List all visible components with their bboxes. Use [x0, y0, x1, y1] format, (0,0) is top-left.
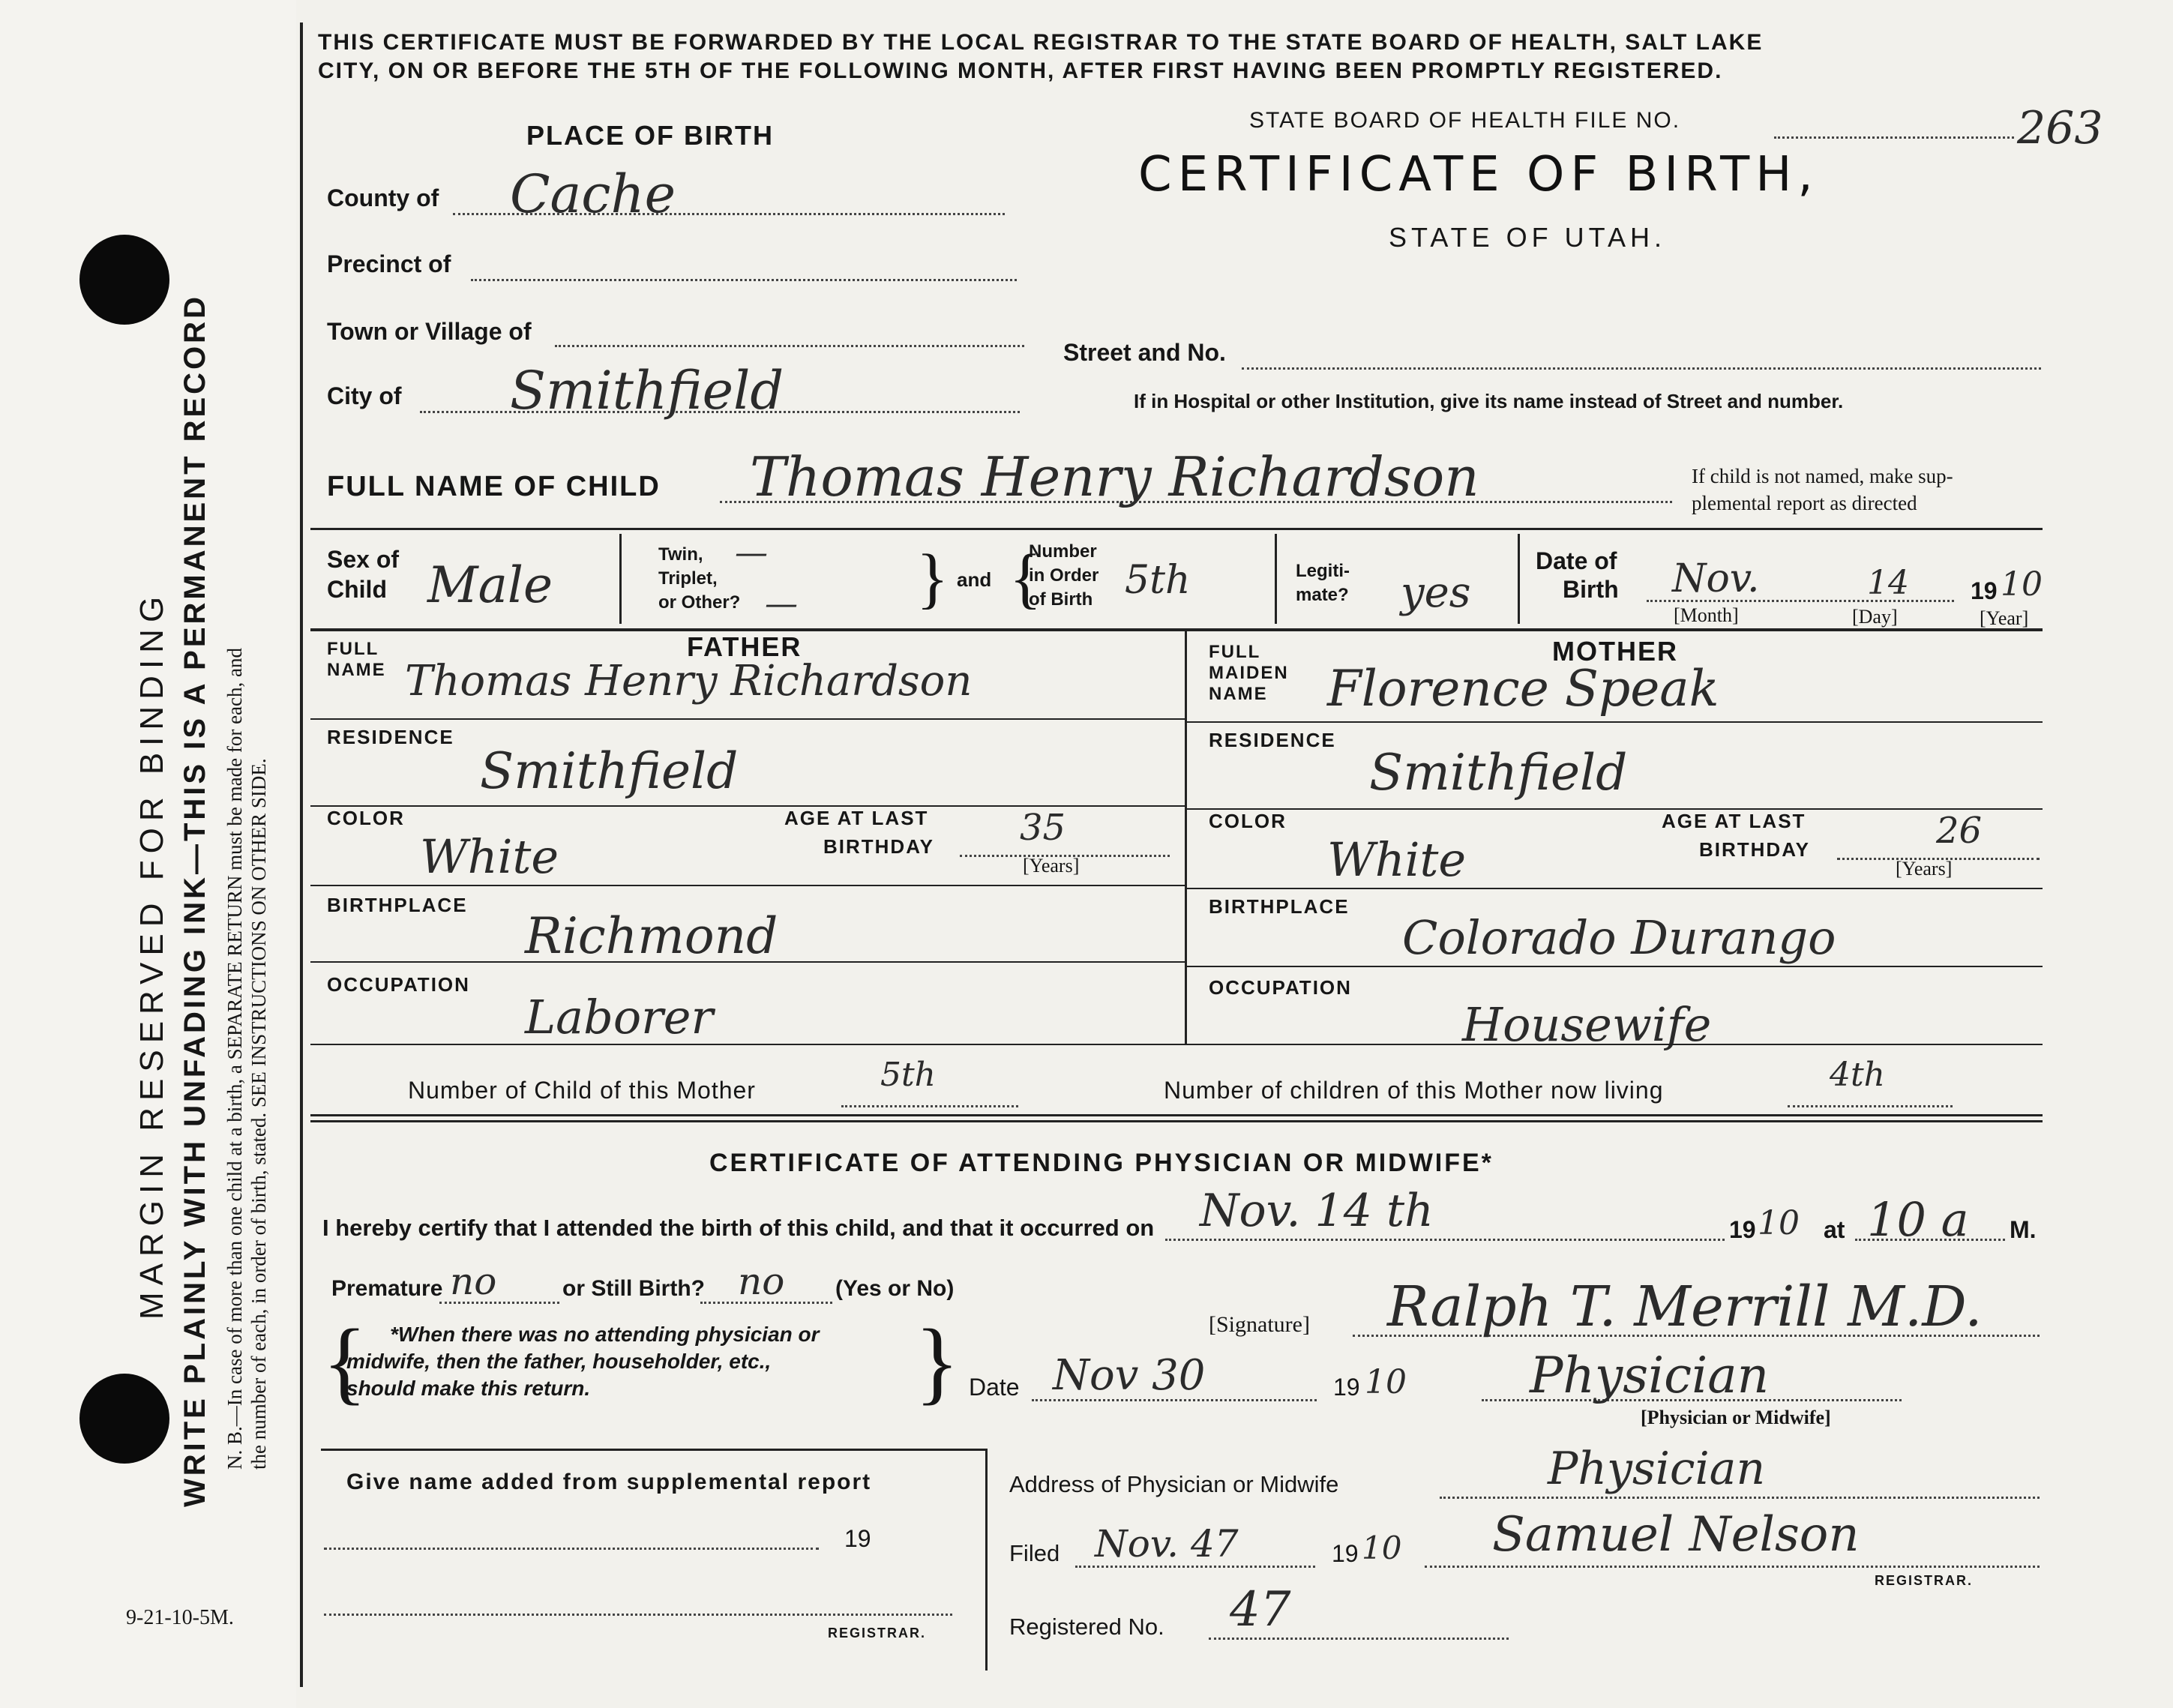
father-full-label-1: FULL [327, 639, 379, 659]
certify-text: I hereby certify that I attended the birth of this child, and that it occurred on [322, 1215, 1155, 1241]
hospital-note: If in Hospital or other Institution, give its name instead of Street and number. [1134, 390, 1844, 412]
legit-value[interactable]: yes [1401, 568, 1471, 617]
twin-label-3: or Other? [658, 592, 741, 613]
filed-line [1075, 1566, 1315, 1568]
county-label: County of [327, 184, 439, 211]
child-number[interactable]: 5th [880, 1056, 937, 1094]
binding-hole-top [79, 235, 169, 325]
physician-title-value[interactable]: Physician [1530, 1347, 1770, 1404]
margin-ink-note: WRITE PLAINLY WITH UNFADING INK—THIS IS A PERMANENT RECORD [178, 294, 211, 1507]
living-label: Number of children of this Mother now living [1164, 1077, 1664, 1104]
registered-label: Registered No. [1009, 1614, 1164, 1640]
living[interactable]: 4th [1830, 1056, 1886, 1094]
mother-name-rule [1185, 721, 2043, 723]
footnote-line-2: midwife, then the father, householder, etc., [346, 1350, 772, 1373]
mother-age-label-2: BIRTHDAY [1699, 838, 1810, 861]
father-years-caption: [Years] [1023, 855, 1080, 876]
filed-year-suffix[interactable]: 10 [1362, 1530, 1402, 1566]
signature-label: [Signature] [1209, 1312, 1310, 1337]
yes-no-label: (Yes or No) [835, 1276, 955, 1301]
mother-color-label: COLOR [1209, 810, 1287, 832]
parents-top-rule [310, 628, 2043, 631]
precinct-label: Precinct of [327, 250, 451, 277]
address-line [1440, 1497, 2040, 1499]
margin-binding-note: MARGIN RESERVED FOR BINDING [133, 589, 170, 1320]
parents-bottom-rule [310, 1044, 2043, 1045]
street-label: Street and No. [1063, 339, 1226, 366]
child-name-value[interactable]: Thomas Henry Richardson [750, 445, 1479, 508]
father-age[interactable]: 35 [1020, 807, 1066, 849]
mother-full-label-2: MAIDEN [1209, 663, 1289, 683]
occurred-year-suffix[interactable]: 10 [1758, 1204, 1800, 1242]
child-row-top-rule [310, 528, 2043, 530]
city-value[interactable]: Smithfield [510, 360, 784, 421]
address-label: Address of Physician or Midwife [1009, 1471, 1339, 1497]
filed-year-prefix: 19 [1332, 1540, 1359, 1567]
occurred-date[interactable]: Nov. 14 th [1200, 1185, 1434, 1237]
mother-occupation-label: OCCUPATION [1209, 976, 1352, 999]
file-no-value: 263 [2017, 102, 2103, 154]
mother-residence-rule [1185, 808, 2043, 810]
mother-color[interactable]: White [1327, 832, 1467, 887]
twin-label-2: Triplet, [658, 568, 718, 589]
margin-nb-line2: the number of each, in order of birth, stated. SEE INSTRUCTIONS ON OTHER SIDE. [247, 758, 270, 1470]
footnote-brace-left: { [322, 1311, 367, 1413]
mother-age-label-1: AGE AT LAST [1662, 810, 1806, 832]
registered-no[interactable]: 47 [1230, 1582, 1291, 1638]
supplemental-registrar-line[interactable] [324, 1614, 952, 1616]
premature-label: Premature [331, 1276, 443, 1301]
m-label: M. [2010, 1216, 2037, 1243]
filed-date[interactable]: Nov. 47 [1095, 1522, 1239, 1566]
sex-label-2: Child [327, 576, 387, 603]
day-caption: [Day] [1852, 606, 1898, 628]
father-name[interactable]: Thomas Henry Richardson [405, 657, 973, 706]
father-name-rule [310, 718, 1185, 720]
father-color-rule [310, 885, 1185, 886]
sex-label-1: Sex of [327, 546, 400, 573]
child-name-label: FULL NAME OF CHILD [327, 471, 661, 502]
child-number-label: Number of Child of this Mother [408, 1077, 756, 1104]
footnote-brace-right: } [915, 1311, 960, 1413]
child-name-note-1: If child is not named, make sup- [1692, 465, 1953, 487]
filed-label: Filed [1009, 1540, 1060, 1566]
father-occupation[interactable]: Laborer [525, 990, 714, 1044]
father-age-label-2: BIRTHDAY [823, 835, 934, 858]
place-heading: PLACE OF BIRTH [526, 120, 774, 151]
mother-age[interactable]: 26 [1936, 810, 1983, 852]
order-value[interactable]: 5th [1125, 558, 1191, 603]
supplemental-heading: Give name added from supplemental report [346, 1470, 872, 1494]
parents-center-divider [1185, 631, 1187, 1044]
still-birth-label: or Still Birth? [562, 1276, 705, 1301]
premature-value[interactable]: no [450, 1260, 497, 1303]
legit-divider [1518, 534, 1520, 624]
signature-value[interactable]: Ralph T. Merrill M.D. [1387, 1275, 1983, 1339]
father-occupation-label: OCCUPATION [327, 973, 470, 996]
dob-month[interactable]: Nov. [1672, 556, 1760, 601]
form-left-border [300, 22, 303, 1687]
father-heading: FATHER [687, 631, 802, 662]
living-line [1788, 1105, 1953, 1107]
date-year-prefix: 19 [1333, 1374, 1360, 1401]
father-color-label: COLOR [327, 807, 405, 829]
mother-occupation[interactable]: Housewife [1462, 997, 1712, 1052]
dob-year-prefix: 19 [1971, 577, 1998, 604]
mother-residence-label: RESIDENCE [1209, 729, 1336, 751]
file-no-line [1774, 136, 2014, 139]
registered-line [1209, 1638, 1509, 1640]
dob-label-2: Birth [1563, 576, 1619, 603]
town-label: Town or Village of [327, 318, 532, 345]
occurred-date-line [1165, 1239, 1725, 1241]
supplemental-box-right [985, 1449, 988, 1671]
legit-label-1: Legiti- [1296, 561, 1350, 581]
margin-nb-line1: N. B.—In case of more than one child at a birth, a SEPARATE RETURN must be made for each, and [223, 647, 246, 1470]
year-caption: [Year] [1980, 607, 2029, 629]
mother-heading: MOTHER [1552, 636, 1678, 667]
mother-years-caption: [Years] [1896, 858, 1953, 879]
physician-heading: CERTIFICATE OF ATTENDING PHYSICIAN OR MIDWIFE* [709, 1149, 1494, 1177]
father-age-label-1: AGE AT LAST [784, 807, 929, 829]
certificate-title: CERTIFICATE OF BIRTH, [1138, 147, 1819, 202]
order-divider [1275, 534, 1277, 624]
footnote-line-1: *When there was no attending physician or [390, 1323, 820, 1346]
at-label: at [1824, 1216, 1845, 1243]
dob-day[interactable]: 14 [1867, 564, 1909, 602]
notice-line-1: THIS CERTIFICATE MUST BE FORWARDED BY THE LOCAL REGISTRAR TO THE STATE BOARD OF HEALTH, SALT LAKE [318, 30, 1764, 55]
child-number-line [841, 1105, 1018, 1107]
date-label: Date [969, 1374, 1020, 1401]
father-birthplace[interactable]: Richmond [525, 907, 778, 965]
twin-label-1: Twin, [658, 544, 703, 565]
mother-name[interactable]: Florence Speak [1327, 660, 1719, 718]
street-line[interactable] [1242, 367, 2041, 370]
address-value[interactable]: Physician [1548, 1443, 1766, 1495]
twin-brace: } [916, 541, 949, 616]
father-birthplace-rule [310, 961, 1185, 963]
father-full-label-2: NAME [327, 660, 386, 680]
supplemental-registrar: REGISTRAR. [828, 1626, 927, 1641]
form-code: 9-21-10-5M. [126, 1606, 234, 1629]
twin-value-2[interactable]: — [765, 585, 798, 623]
section-double-rule-2 [310, 1120, 2043, 1122]
father-color[interactable]: White [420, 829, 559, 884]
mother-birthplace[interactable]: Colorado Durango [1402, 910, 1836, 965]
mother-full-label-3: NAME [1209, 684, 1268, 704]
city-label: City of [327, 382, 402, 409]
father-residence[interactable]: Smithfield [480, 742, 739, 800]
physician-title-caption: [Physician or Midwife] [1641, 1407, 1831, 1428]
section-double-rule-1 [310, 1114, 2043, 1116]
notice-line-2: CITY, ON OR BEFORE THE 5TH OF THE FOLLOWING MONTH, AFTER FIRST HAVING BEEN PROMPTLY REGISTERED. [318, 58, 1723, 83]
date-year-suffix[interactable]: 10 [1365, 1363, 1407, 1401]
supplemental-box-top [321, 1449, 987, 1451]
footnote-line-3: should make this return. [346, 1377, 591, 1400]
date-value[interactable]: Nov 30 [1053, 1351, 1206, 1400]
legit-label-2: mate? [1296, 585, 1349, 605]
occurred-year-prefix: 19 [1729, 1216, 1756, 1243]
file-no-label: STATE BOARD OF HEALTH FILE NO. [1249, 108, 1681, 133]
registrar-signature-line [1425, 1566, 2040, 1568]
sex-divider [619, 534, 622, 624]
mother-residence[interactable]: Smithfield [1369, 744, 1628, 802]
twin-value-1[interactable]: — [735, 534, 768, 572]
still-birth-value[interactable]: no [738, 1260, 785, 1303]
binding-hole-bottom [79, 1374, 169, 1464]
supplemental-year-prefix: 19 [844, 1525, 871, 1552]
mother-full-label-1: FULL [1209, 642, 1261, 662]
county-value[interactable]: Cache [510, 163, 676, 225]
order-label-2: in Order [1029, 565, 1099, 586]
dob-label-1: Date of [1536, 547, 1617, 574]
order-label-1: Number [1029, 541, 1097, 562]
supplemental-name-line[interactable] [324, 1548, 819, 1550]
registrar-caption: REGISTRAR. [1875, 1573, 1974, 1588]
dob-year-suffix[interactable]: 10 [2001, 565, 2043, 604]
time-value[interactable]: 10 a [1867, 1192, 1969, 1247]
certificate-subtitle: STATE OF UTAH. [1389, 222, 1666, 253]
and-label: and [957, 568, 992, 591]
month-caption: [Month] [1674, 604, 1739, 626]
sex-value[interactable]: Male [427, 556, 553, 614]
father-birthplace-label: BIRTHPLACE [327, 894, 468, 916]
mother-birthplace-rule [1185, 966, 2043, 967]
order-label-3: of Birth [1029, 589, 1093, 610]
child-name-note-2: plemental report as directed [1692, 492, 1917, 514]
order-brace: { [1009, 541, 1042, 616]
mother-birthplace-label: BIRTHPLACE [1209, 895, 1350, 918]
mother-color-rule [1185, 888, 2043, 889]
father-residence-label: RESIDENCE [327, 726, 454, 748]
precinct-line[interactable] [471, 279, 1017, 281]
registrar-signature[interactable]: Samuel Nelson [1492, 1507, 1860, 1563]
town-line[interactable] [555, 345, 1024, 347]
